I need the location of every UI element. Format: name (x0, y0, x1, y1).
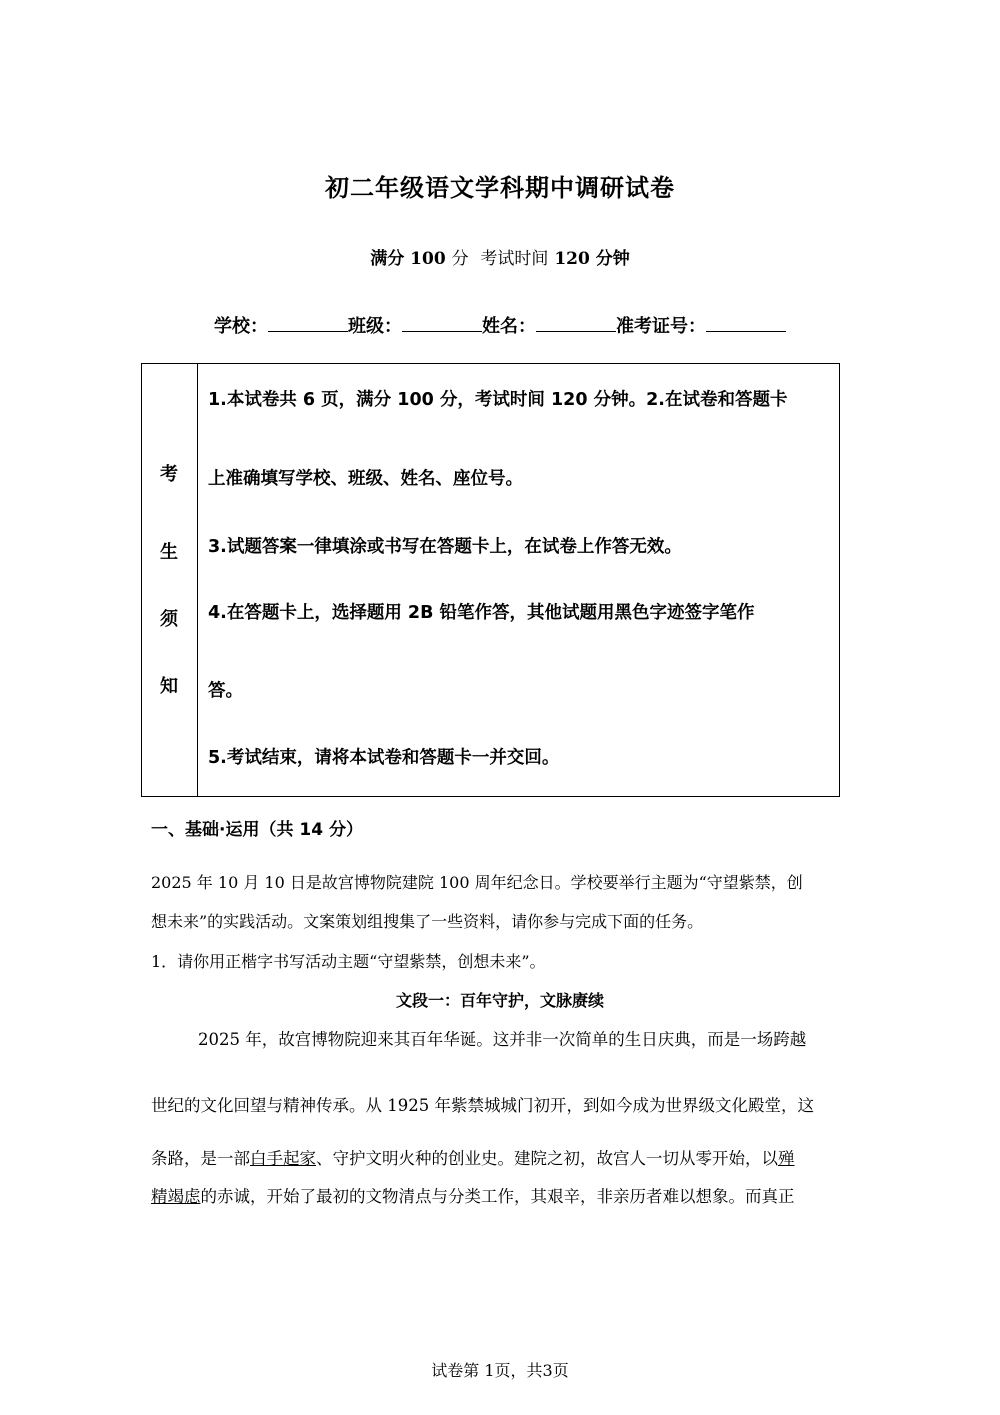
time-unit: 分钟 (595, 249, 630, 269)
exam-id-label: 准考证号： (616, 316, 706, 337)
exam-subtitle (0, 244, 1000, 269)
passage-line (151, 1145, 795, 1169)
notice-label-char: 须 (160, 609, 178, 630)
notice-line: 5.考试结束，请将本试卷和答题卡一并交回。 (208, 748, 560, 768)
notice-line: 4.在答题卡上，选择题用 2B 铅笔作答，其他试题用黑色字迹签字笔作 (208, 603, 755, 623)
time-label: 考试时间 (480, 249, 549, 269)
underlined-word: 白手起家 (250, 1149, 316, 1168)
page-footer: 试卷第 1页，共3页 (431, 1361, 569, 1380)
notice-label-char: 考 (160, 464, 178, 485)
school-label: 学校： (214, 316, 268, 337)
notice-label-char: 知 (160, 676, 178, 697)
passage-line: 2025 年，故宫博物院迎来其百年华诞。这并非一次简单的生日庆典，而是一场跨越 (198, 1030, 807, 1049)
score-unit: 分 (451, 249, 469, 269)
section-heading: 一、基础·运用（共 14 分） (151, 820, 363, 840)
notice-divider (197, 363, 198, 797)
notice-line: 1.本试卷共 6 页，满分 100 分，考试时间 120 分钟。2.在试卷和答题卡 (208, 390, 788, 410)
score-value: 100 (410, 249, 446, 269)
notice-label-char: 生 (160, 542, 178, 563)
notice-line: 答。 (208, 681, 243, 701)
underlined-word: 精竭虑 (151, 1187, 201, 1206)
class-blank[interactable] (402, 315, 482, 332)
score-label: 满分 (370, 249, 405, 269)
student-info-line (0, 312, 1000, 338)
exam-id-blank[interactable] (706, 315, 786, 332)
school-blank[interactable] (268, 315, 348, 332)
passage-text: 条路，是一部 (151, 1149, 250, 1168)
passage-text: 的赤诚，开始了最初的文物清点与分类工作，其艰辛，非亲历者难以想象。而真正 (200, 1187, 795, 1206)
passage-title: 文段一：百年守护，文脉赓续 (395, 991, 604, 1010)
time-value: 120 (554, 249, 590, 269)
underlined-word: 殚 (778, 1149, 795, 1168)
name-blank[interactable] (536, 315, 616, 332)
name-label: 姓名： (482, 316, 536, 337)
exam-title: 初二年级语文学科期中调研试卷 (325, 174, 675, 202)
class-label: 班级： (348, 316, 402, 337)
intro-text: 想未来”的实践活动。文案策划组搜集了一些资料，请你参与完成下面的任务。 (151, 912, 704, 931)
notice-line: 上准确填写学校、班级、姓名、座位号。 (208, 469, 523, 489)
notice-box (141, 363, 840, 797)
passage-line: 世纪的文化回望与精神传承。从 1925 年紫禁城城门初开，到如今成为世界级文化殿堂，这 (151, 1096, 814, 1115)
passage-text: 、守护文明火种的创业史。建院之初，故宫人一切从零开始，以 (316, 1149, 778, 1168)
intro-text: 2025 年 10 月 10 日是故宫博物院建院 100 周年纪念日。学校要举行主题为“守望紫禁，创 (151, 873, 803, 892)
question-1: 1．请你用正楷字书写活动主题“守望紫禁，创想未来”。 (151, 952, 546, 971)
notice-line: 3.试题答案一律填涂或书写在答题卡上，在试卷上作答无效。 (208, 537, 682, 557)
passage-line (151, 1183, 795, 1207)
